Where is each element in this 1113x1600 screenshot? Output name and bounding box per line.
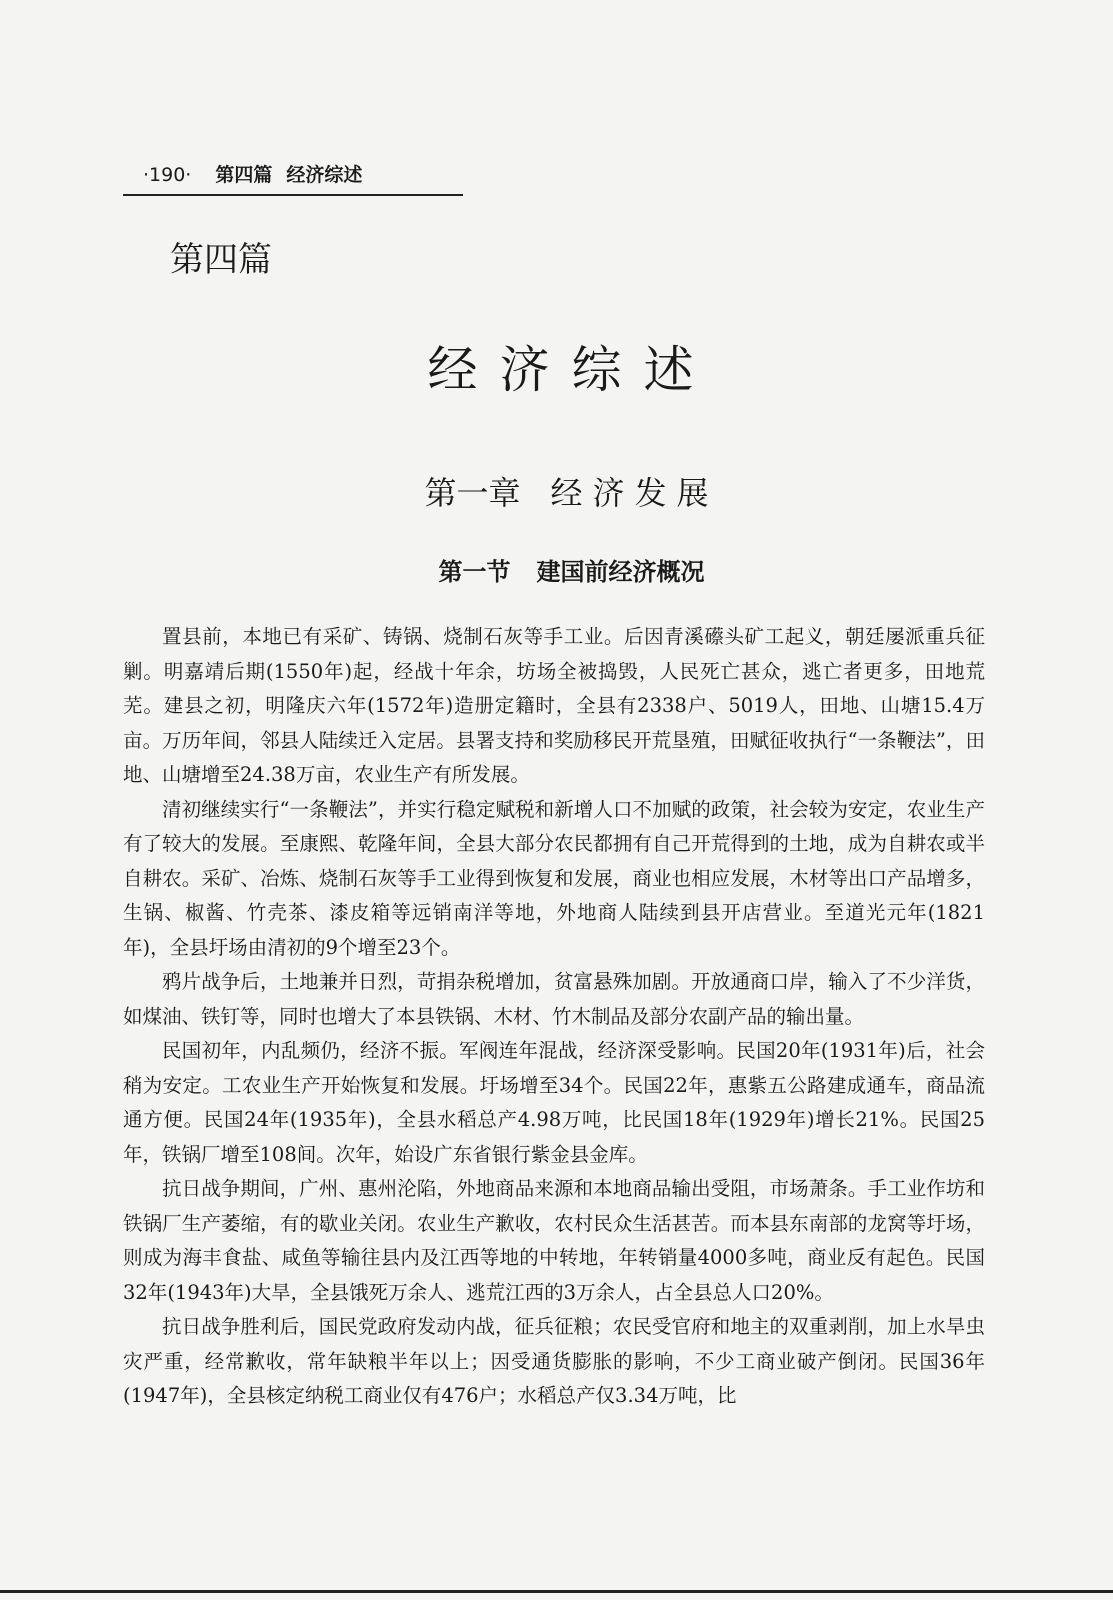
page-number: ·190·: [143, 164, 192, 186]
paragraph: 抗日战争胜利后，国民党政府发动内战，征兵征粮；农民受官府和地主的双重剥削，加上水旱虫灾严重，经常歉收，常年缺粮半年以上；因受通货膨胀的影响，不少工商业破产倒闭。民国36年(1947年)，全县核定纳税工商业仅有476户；水稻总产仅3.34万吨，比: [123, 1315, 985, 1407]
paragraph: 鸦片战争后，土地兼并日烈，苛捐杂税增加，贫富悬殊加剧。开放通商口岸，输入了不少洋货，如煤油、铁钉等，同时也增大了本县铁锅、木材、竹木制品及部分农副产品的输出量。: [123, 970, 985, 1028]
paragraph: 抗日战争期间，广州、惠州沦陷，外地商品来源和本地商品输出受阻，市场萧条。手工业作坊和铁锅厂生产萎缩，有的歇业关闭。农业生产歉收，农村民众生活甚苦。而本县东南部的龙窝等圩场，则成为海丰食盐、咸鱼等输往县内及江西等地的中转地，年转销量4000多吨，商业反有起色。民国32年(1943年)大旱，全县饿死万余人、逃荒江西的3万余人，占全县总人口20%。: [123, 1177, 985, 1304]
section-name: 建国前经济概况: [536, 558, 705, 586]
paragraph: 置县前，本地已有采矿、铸锅、烧制石灰等手工业。后因青溪礤头矿工起义，朝廷屡派重兵征剿。明嘉靖后期(1550年)起，经战十年余，坊场全被捣毁，人民死亡甚众，逃亡者更多，田地荒芜。建县之初，明隆庆六年(1572年)造册定籍时，全县有2338户、5019人，田地、山塘15.4万亩。万历年间，邻县人陆续迁入定居。县署支持和奖励移民开荒垦殖，田赋征收执行“一条鞭法”，田地、山塘增至24.38万亩，农业生产有所发展。: [123, 625, 985, 786]
chapter-title: [0, 472, 1113, 514]
part-title: 经济综述: [427, 341, 716, 399]
running-header: [123, 160, 463, 196]
bottom-rule: [0, 1590, 1113, 1593]
section-title: [0, 556, 1113, 588]
body-text: [123, 620, 985, 1414]
chapter-name: 经济发展: [550, 474, 719, 512]
header-part-title: 经济综述: [286, 164, 363, 186]
header-part: 第四篇: [215, 164, 273, 186]
paragraph: 清初继续实行“一条鞭法”，并实行稳定赋税和新增人口不加赋的政策，社会较为安定，农业生产有了较大的发展。至康熙、乾隆年间，全县大部分农民都拥有自己开荒得到的土地，成为自耕农或半自耕农。采矿、冶炼、烧制石灰等手工业得到恢复和发展，商业也相应发展，木材等出口产品增多，生锅、椒酱、竹壳茶、漆皮箱等远销南洋等地，外地商人陆续到县开店营业。至道光元年(1821年)，全县圩场由清初的9个增至23个。: [123, 797, 985, 959]
chapter-number: 第一章: [424, 474, 521, 512]
part-label: 第四篇: [170, 240, 272, 280]
section-number: 第一节: [438, 558, 511, 586]
paragraph: 民国初年，内乱频仍，经济不振。军阀连年混战，经济深受影响。民国20年(1931年)后，社会稍为安定。工农业生产开始恢复和发展。圩场增至34个。民国22年，惠紫五公路建成通车，商品流通方便。民国24年(1935年)，全县水稻总产4.98万吨，比民国18年(1929年)增长21%。民国25年，铁锅厂增至108间。次年，始设广东省银行紫金县金库。: [123, 1039, 985, 1166]
